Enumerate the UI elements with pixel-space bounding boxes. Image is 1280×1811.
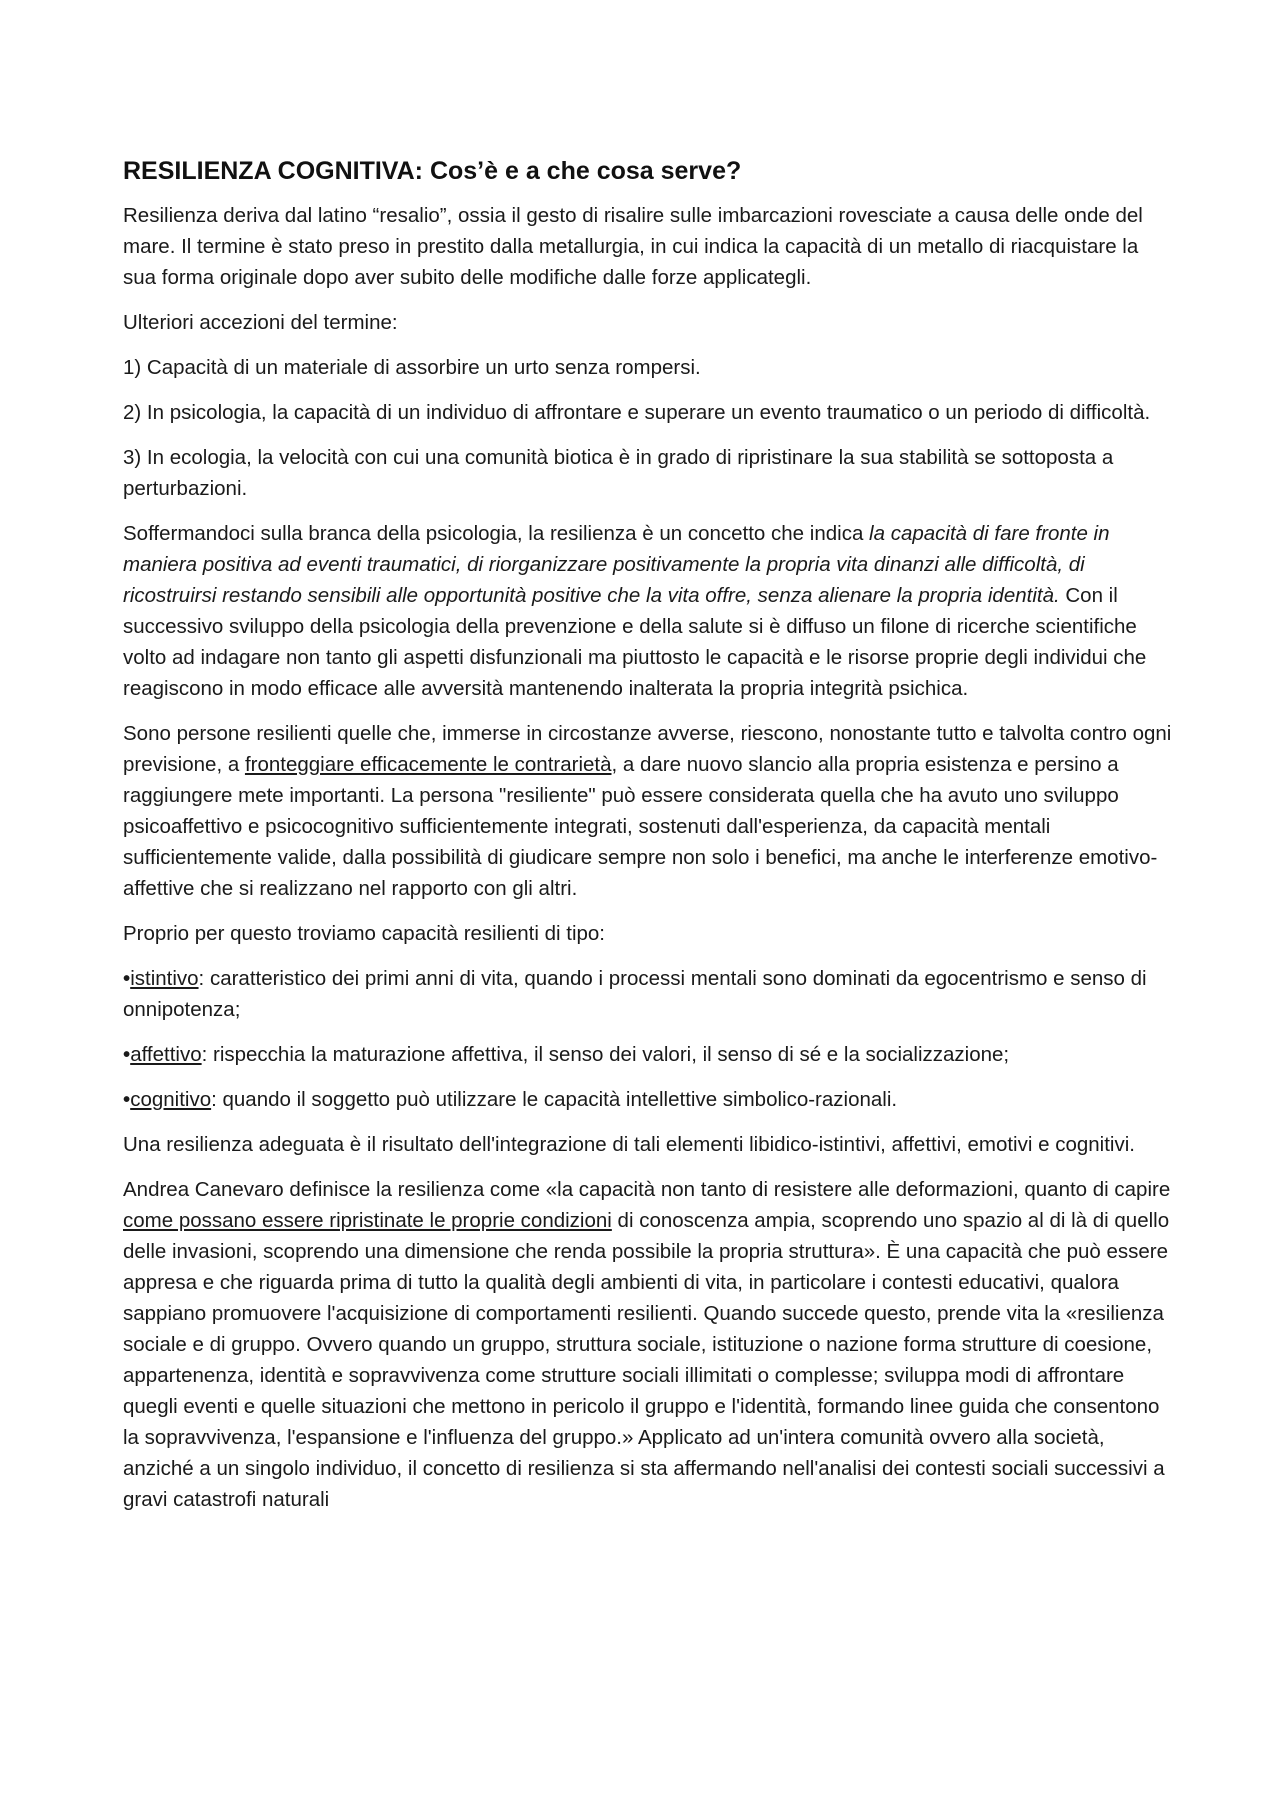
paragraph-meanings-intro: Ulteriori accezioni del termine: (123, 311, 398, 334)
meaning-item-2: 2) In psicologia, la capacità di un individuo di affrontare e superare un evento traumatico o un periodo di difficoltà. (123, 401, 1151, 424)
canevaro-text-post: di conoscenza ampia, scoprendo uno spazio al di là di quello delle invasioni, scoprendo una dimensione che renda possibile la propria struttura». È una capacità che può essere appresa e che riguarda prima di tutto la qualità degli ambienti di vita, in particolare i contesti educativi, qualora sappiano promuovere l'acquisizione di comportamenti resilienti. Quando succede questo, prende vita la «resilienza sociale e di gruppo. Ovvero quando un gruppo, struttura sociale, istituzione o nazione forma strutture di coesione, appartenenza, identità e sopravvivenza come strutture sociali illimitati o complesse; sviluppa modi di affrontare quegli eventi e quelle situazioni che mettono in pericolo il gruppo e l'identità, formando linee guida che consentono la sopravvivenza, l'espansione e l'influenza del gruppo.» Applicato ad un'intera comunità ovvero alla società, anziché a un singolo individuo, il concetto di resilienza si sta affermando nell'analisi dei contesti sociali successivi a gravi catastrofi naturali (123, 1209, 1170, 1511)
bullet: • (123, 1043, 131, 1066)
psychology-definition-italic: la capacità di fare fronte in maniera positiva ad eventi traumatici, di riorganizzare positivamente la propria vita dinanzi alle difficoltà, di ricostruirsi restando sensibili alle opportunità positive che la vita offre, senza alienare la propria identità. (123, 522, 1110, 607)
paragraph-resilient-people (123, 718, 1173, 904)
document-page (123, 150, 1173, 1529)
resilient-text-pre: Sono persone resilienti quelle che, immerse in circostanze avverse, riescono, nonostante tutto e talvolta contro ogni previsione, a (123, 722, 1172, 776)
type-description: : rispecchia la maturazione affettiva, il senso dei valori, il senso di sé e la socializzazione; (201, 1043, 1010, 1066)
psychology-text-post: Con il successivo sviluppo della psicologia della prevenzione e della salute si è diffuso un filone di ricerche scientifiche volto ad indagare non tanto gli aspetti disfunzionali ma piuttosto le capacità e le risorse proprie degli individui che reagiscono in modo efficace alle avversità mantenendo inalterata la propria integrità psichica. (123, 584, 1147, 700)
type-description: : caratteristico dei primi anni di vita, quando i processi mentali sono dominati da egocentrismo e senso di onnipotenza; (123, 967, 1147, 1021)
psychology-text-pre: Soffermandoci sulla branca della psicologia, la resilienza è un concetto che indica (123, 522, 870, 545)
meaning-item-3: 3) In ecologia, la velocità con cui una comunità biotica è in grado di ripristinare la sua stabilità se sottoposta a perturbazioni. (123, 446, 1114, 500)
resilient-underlined-phrase: fronteggiare efficacemente le contrarietà (244, 753, 612, 776)
bullet: • (123, 1088, 131, 1111)
paragraph-types-intro: Proprio per questo troviamo capacità resilienti di tipo: (123, 922, 605, 945)
resilient-text-post: , a dare nuovo slancio alla propria esistenza e persino a raggiungere mete importanti. La persona "resiliente" può essere considerata quella che ha avuto uno sviluppo psicoaffettivo e psicocognitivo sufficientemente integrati, sostenuti dall'esperienza, da capacità mentali sufficientemente valide, dalla possibilità di giudicare sempre non solo i benefici, ma anche le interferenze emotivo-affettive che si realizzano nel rapporto con gli altri. (123, 753, 1158, 900)
type-term: istintivo (130, 967, 199, 990)
canevaro-text-pre: Andrea Canevaro definisce la resilienza come «la capacità non tanto di resistere alle deformazioni, quanto di capire (123, 1178, 1171, 1201)
type-item-cognitivo (123, 1084, 1173, 1115)
paragraph-etymology: Resilienza deriva dal latino “resalio”, ossia il gesto di risalire sulle imbarcazioni rovesciate a causa delle onde del mare. Il termine è stato preso in prestito dalla metallurgia, in cui indica la capacità di un metallo di riacquistare la sua forma originale dopo aver subito delle modifiche dalle forze applicategli. (123, 204, 1143, 289)
type-term: cognitivo (130, 1088, 212, 1111)
type-item-affettivo (123, 1039, 1173, 1070)
paragraph-canevaro (123, 1174, 1173, 1515)
type-description: : quando il soggetto può utilizzare le capacità intellettive simbolico-razionali. (211, 1088, 898, 1111)
meaning-item-1: 1) Capacità di un materiale di assorbire un urto senza rompersi. (123, 356, 701, 379)
paragraph-integration: Una resilienza adeguata è il risultato dell'integrazione di tali elementi libidico-istintivi, affettivi, emotivi e cognitivi. (123, 1133, 1135, 1156)
bullet: • (123, 967, 131, 990)
canevaro-underlined-phrase: come possano essere ripristinate le proprie condizioni (123, 1209, 612, 1232)
type-term: affettivo (130, 1043, 202, 1066)
document-title: RESILIENZA COGNITIVA: Cos’è e a che cosa serve? (123, 157, 742, 185)
paragraph-psychology (123, 518, 1173, 704)
type-item-istintivo (123, 963, 1173, 1025)
